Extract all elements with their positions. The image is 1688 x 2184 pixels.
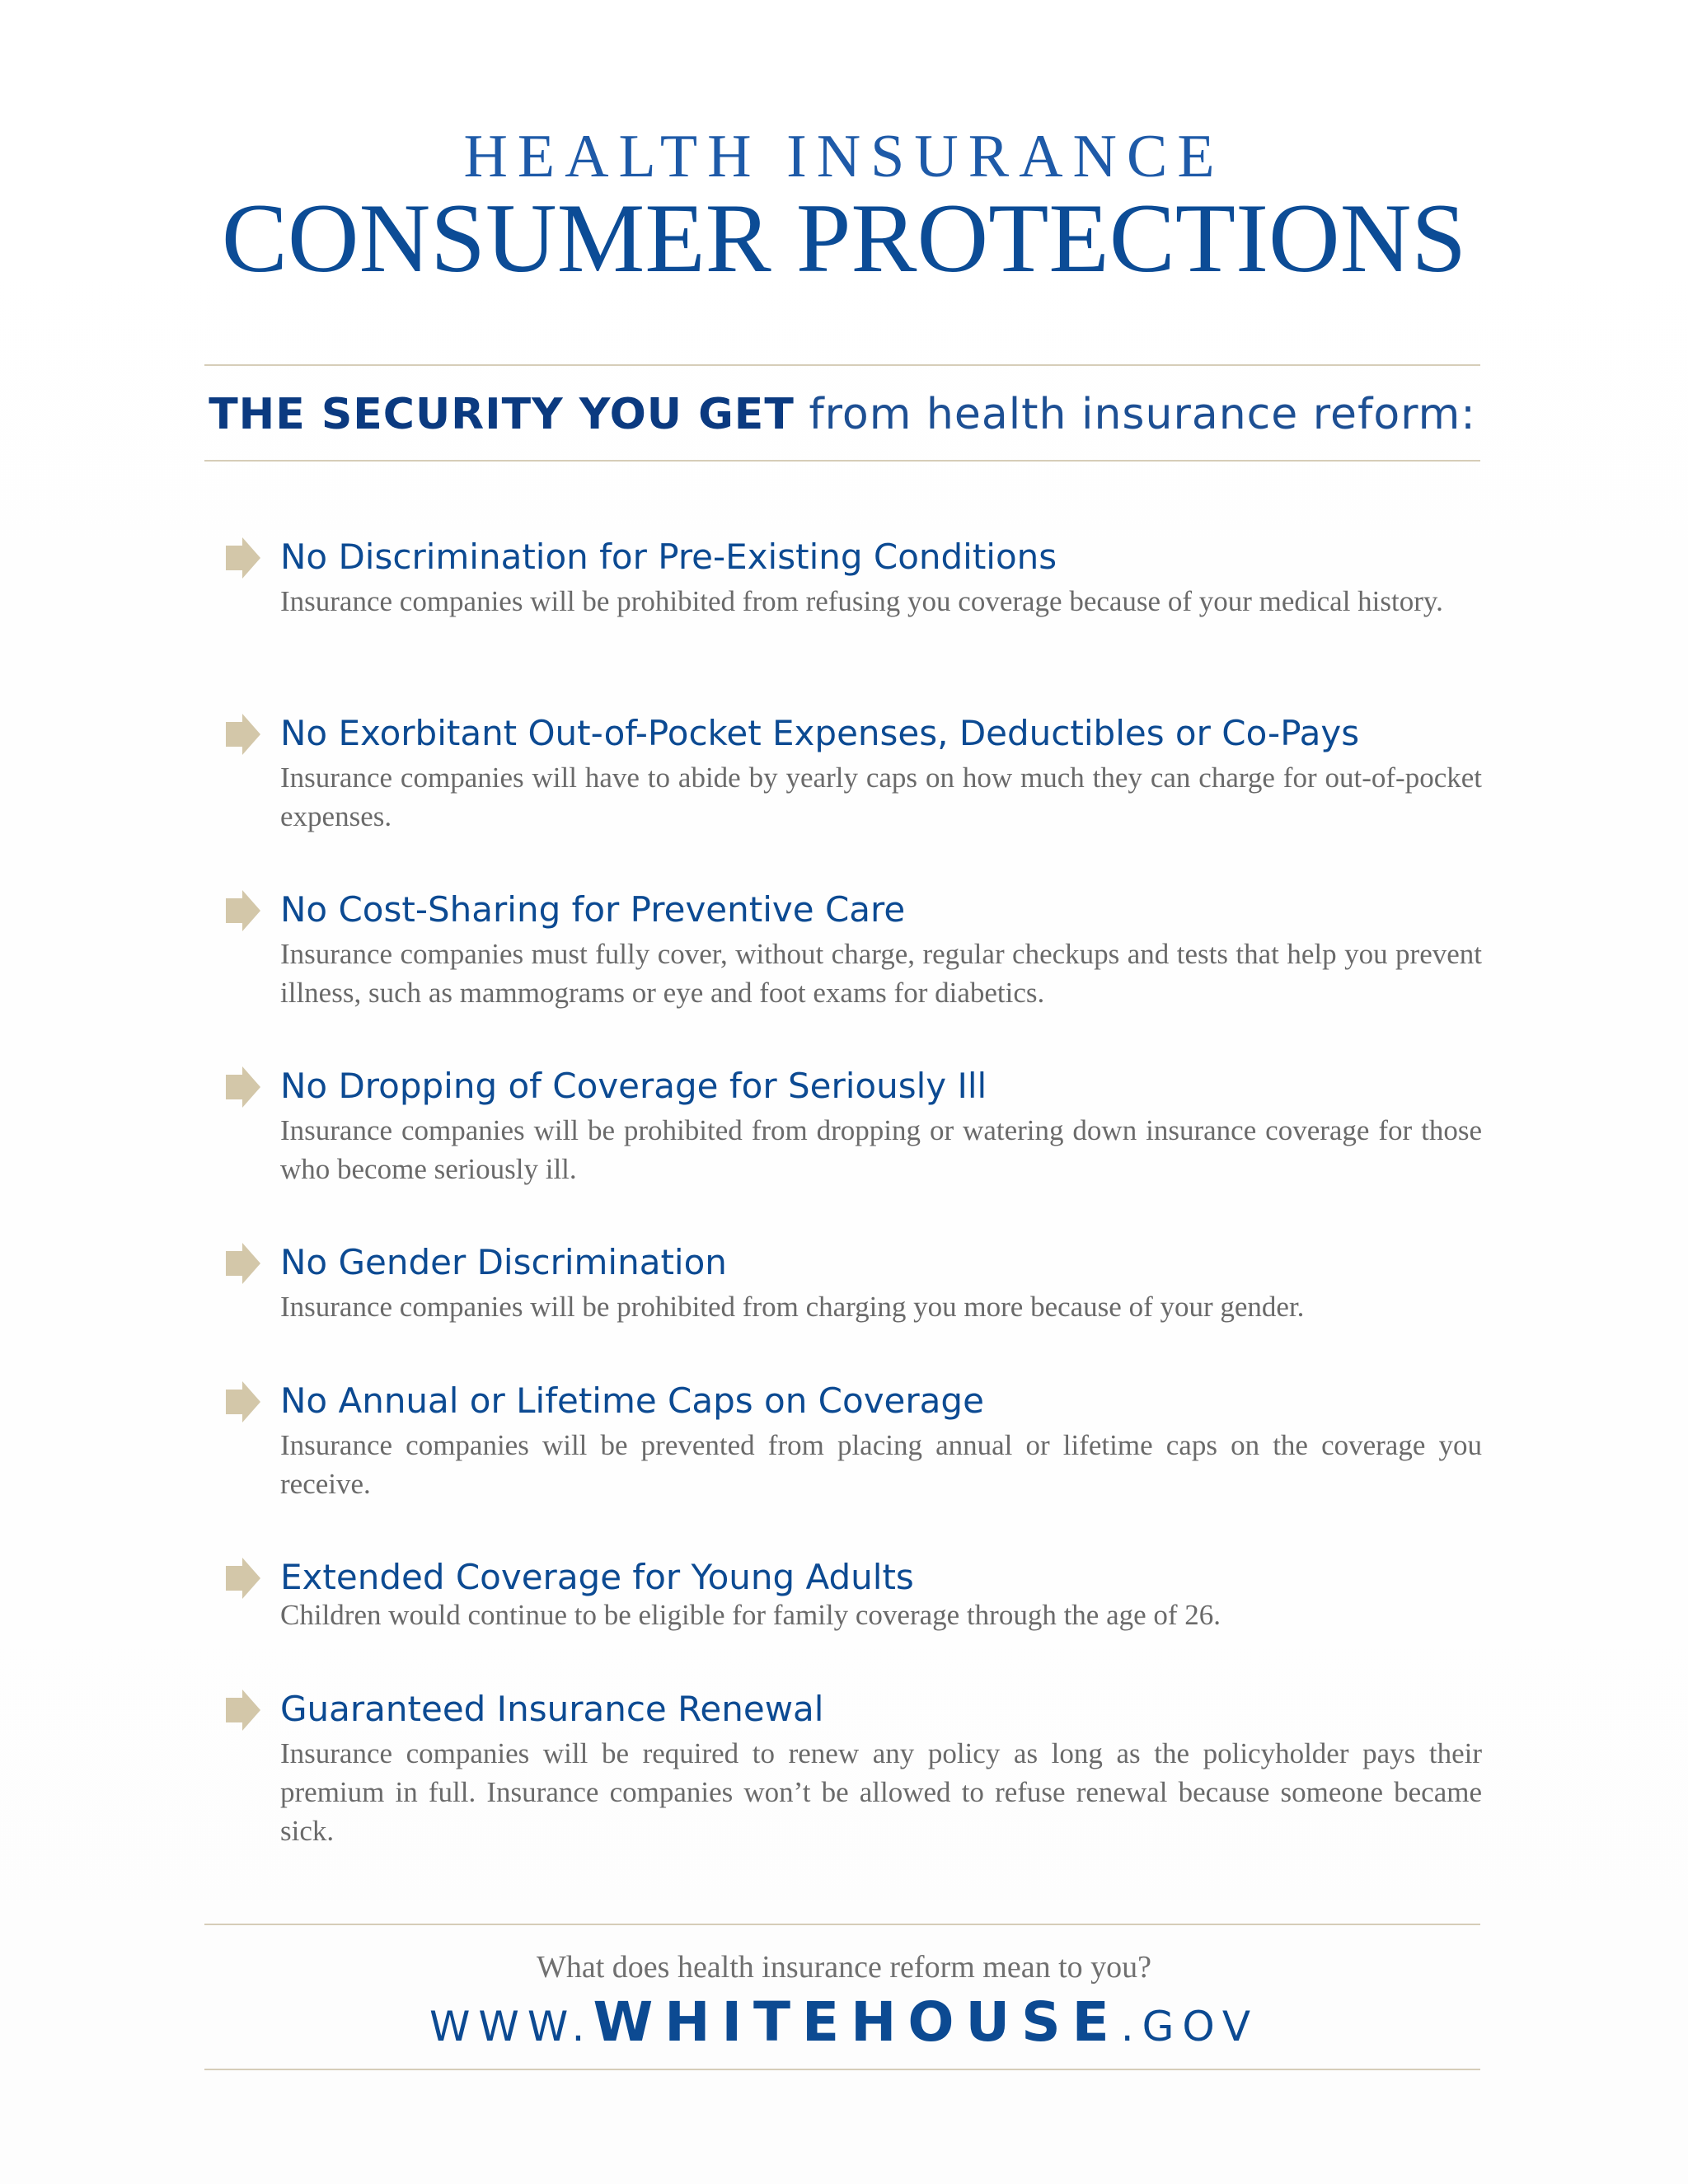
protection-title: Extended Coverage for Young Adults <box>280 1557 914 1597</box>
footer-divider-bottom <box>204 2069 1480 2070</box>
subtitle-divider <box>204 460 1480 462</box>
footer-divider-top <box>204 1924 1480 1925</box>
url-prefix: WWW. <box>429 2003 593 2050</box>
arrow-right-icon <box>223 536 262 580</box>
website-link[interactable] <box>0 1990 1688 2069</box>
protection-description: Insurance companies will be prohibited from refusing you coverage because of your medical history. <box>280 585 1443 617</box>
title-block <box>0 124 1688 292</box>
protection-description: Insurance companies will be required to renew any policy as long as the policyholder pays their premium in full. Insurance companies won’t be allowed to refuse renewal because someone became sick. <box>280 1737 1482 1847</box>
subtitle <box>204 386 1480 443</box>
arrow-right-icon <box>223 1380 262 1424</box>
footer-question: What does health insurance reform mean to you? <box>537 1950 1151 1985</box>
protection-description: Insurance companies must fully cover, without charge, regular checkups and tests that help you prevent illness, such as mammograms or eye and foot exams for diabetics. <box>280 938 1482 1009</box>
protection-description: Insurance companies will be prevented from placing annual or lifetime caps on the coverage you receive. <box>280 1429 1482 1500</box>
protection-title: No Exorbitant Out-of-Pocket Expenses, Deductibles or Co-Pays <box>280 713 1360 753</box>
protection-title: No Annual or Lifetime Caps on Coverage <box>280 1380 984 1421</box>
subtitle-rest: from health insurance reform: <box>794 390 1476 439</box>
arrow-right-icon <box>223 712 262 757</box>
arrow-right-icon <box>223 1556 262 1601</box>
protection-description: Children would continue to be eligible for family coverage through the age of 26. <box>280 1599 1221 1631</box>
protection-description: Insurance companies will be prohibited from charging you more because of your gender. <box>280 1291 1305 1323</box>
arrow-right-icon <box>223 888 262 933</box>
arrow-right-icon <box>223 1241 262 1286</box>
top-divider <box>204 364 1480 366</box>
protection-title: No Dropping of Coverage for Seriously Ill <box>280 1066 987 1106</box>
protection-title: No Discrimination for Pre-Existing Conditions <box>280 537 1057 577</box>
protection-description: Insurance companies will have to abide by yearly caps on how much they can charge for out-of-pocket expenses. <box>280 762 1482 832</box>
arrow-right-icon <box>223 1688 262 1732</box>
protection-title: No Cost-Sharing for Preventive Care <box>280 889 906 930</box>
url-suffix: .GOV <box>1120 2003 1259 2050</box>
subtitle-bold: THE SECURITY YOU GET <box>209 390 795 439</box>
url-main: WHITEHOUSE <box>593 1990 1121 2054</box>
arrow-right-icon <box>223 1065 262 1109</box>
protection-title: Guaranteed Insurance Renewal <box>280 1689 824 1729</box>
title-line-1: HEALTH INSURANCE <box>463 123 1225 190</box>
protection-description: Insurance companies will be prohibited from dropping or watering down insurance coverage for those who become seriously ill. <box>280 1114 1482 1185</box>
title-line-2: CONSUMER PROTECTIONS <box>221 183 1467 293</box>
protection-title: No Gender Discrimination <box>280 1242 727 1282</box>
